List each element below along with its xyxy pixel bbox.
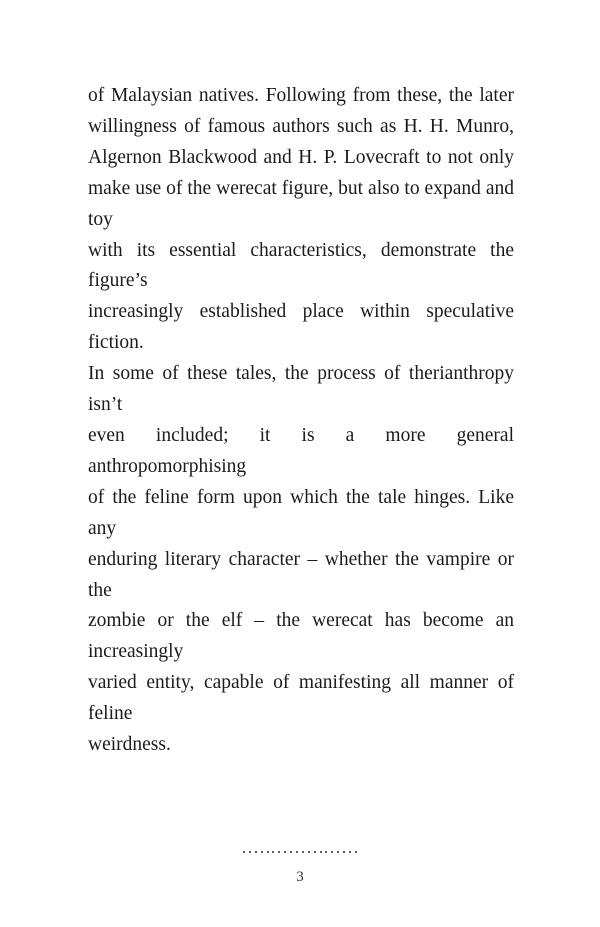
text-line: increasingly established place within speculative fiction. [88,301,514,354]
text-line: In some of these tales, the process of therianthropy isn’t [88,363,514,416]
text-line: make use of the werecat figure, but also to expand and toy [88,177,514,230]
text-line: of Malaysian natives. Following from these, the later [88,85,514,106]
text-line: zombie or the elf – the werecat has become an increasingly [88,610,514,663]
page-number: 3 [296,869,304,885]
text-line: varied entity, capable of manifesting all manner of feline [88,672,514,725]
text-line: willingness of famous authors such as H. H. Munro, [88,115,514,137]
text-line: of the feline form upon which the tale hinges. Like any [88,486,514,539]
dotted-divider [243,849,357,855]
text-line: Algernon Blackwood and H. P. Lovecraft to not only [88,146,514,168]
text-line: with its essential characteristics, demonstrate the figure’s [88,239,514,292]
text-line: enduring literary character – whether the vampire or the [88,548,514,601]
body-paragraph [88,81,514,761]
text-line: even included; it is a more general anthropomorphising [88,424,514,477]
text-line-last: weirdness. [88,734,171,756]
